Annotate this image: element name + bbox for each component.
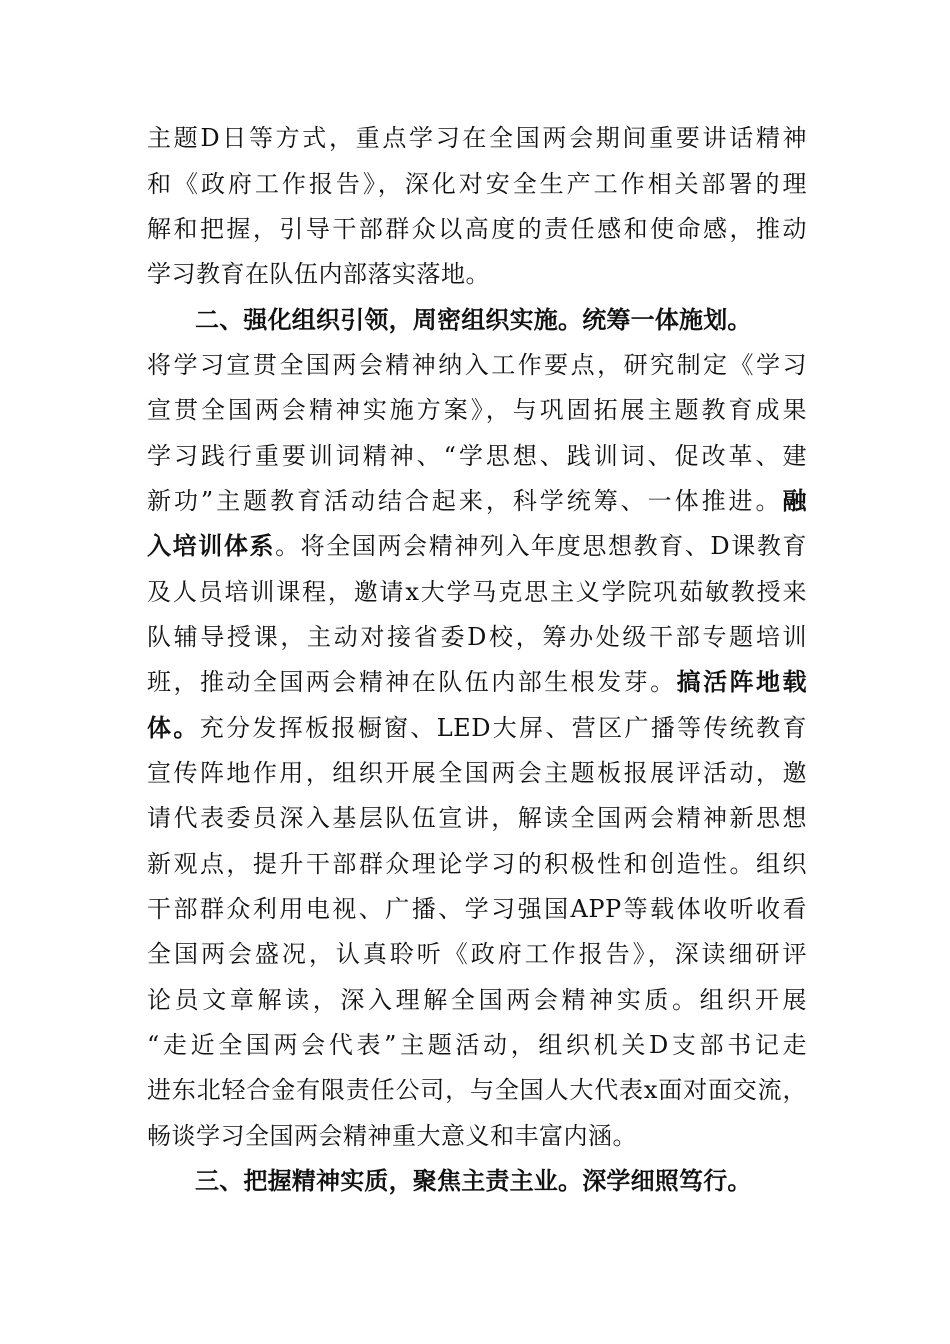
text-line: 队辅导授课，主动对接省委D校，筹办处级干部专题培训 — [147, 623, 807, 651]
section-heading: 二、强化组织引领，周密组织实施。统筹一体施划。 — [195, 306, 752, 334]
bold-phrase: 搞活阵地载 — [676, 668, 808, 696]
text-line: 入培训体系。将全国两会精神列入年度思想教育、D课教育 — [147, 532, 808, 560]
text-line: 干部群众利用电视、广播、学习强国APP等载体收听收看 — [147, 895, 807, 923]
text-line: 体。充分发挥板报橱窗、LED大屏、营区广播等传统教育 — [147, 714, 808, 742]
text-line: 学习践行重要训词精神、“学思想、践训词、促改革、建 — [147, 442, 807, 470]
text-line: 论员文章解读，深入理解全国两会精神实质。组织开展 — [147, 986, 807, 1014]
text-line: 全国两会盛况，认真聆听《政府工作报告》，深读细研评 — [147, 940, 807, 968]
text-line: 解和把握，引导干部群众以高度的责任感和使命感，推动 — [147, 215, 807, 243]
text-line: 将学习宣贯全国两会精神纳入工作要点，研究制定《学习 — [147, 351, 807, 379]
section-heading: 三、把握精神实质，聚焦主责主业。深学细照笃行。 — [195, 1167, 752, 1195]
text-line: 进东北轻合金有限责任公司，与全国人大代表x面对面交流， — [147, 1076, 807, 1104]
text-line: “走近全国两会代表”主题活动，组织机关D支部书记走 — [147, 1031, 807, 1059]
bold-phrase: 体。 — [147, 714, 200, 742]
text-line: 和《政府工作报告》，深化对安全生产工作相关部署的理 — [147, 170, 807, 198]
text-line: 宣传阵地作用，组织开展全国两会主题板报展评活动，邀 — [147, 759, 807, 787]
bold-phrase: 入培训体系 — [147, 532, 276, 560]
text-line: 畅谈学习全国两会精神重大意义和丰富内涵。 — [147, 1122, 637, 1150]
text-line: 及人员培训课程，邀请x大学马克思主义学院巩茹敏教授来 — [147, 578, 807, 606]
text-line: 班，推动全国两会精神在队伍内部生根发芽。搞活阵地载 — [147, 668, 808, 696]
text-line: 新观点，提升干部群众理论学习的积极性和创造性。组织 — [147, 850, 807, 878]
text-line: 学习教育在队伍内部落实落地。 — [147, 260, 490, 288]
text-line: 宣贯全国两会精神实施方案》，与巩固拓展主题教育成果 — [147, 396, 807, 424]
text-line: 主题D日等方式，重点学习在全国两会期间重要讲话精神 — [147, 124, 807, 152]
bold-phrase: 融 — [782, 487, 807, 515]
text-line: 请代表委员深入基层队伍宣讲，解读全国两会精神新思想 — [147, 804, 807, 832]
text-line: 新功”主题教育活动结合起来，科学统筹、一体推进。融 — [147, 487, 807, 515]
